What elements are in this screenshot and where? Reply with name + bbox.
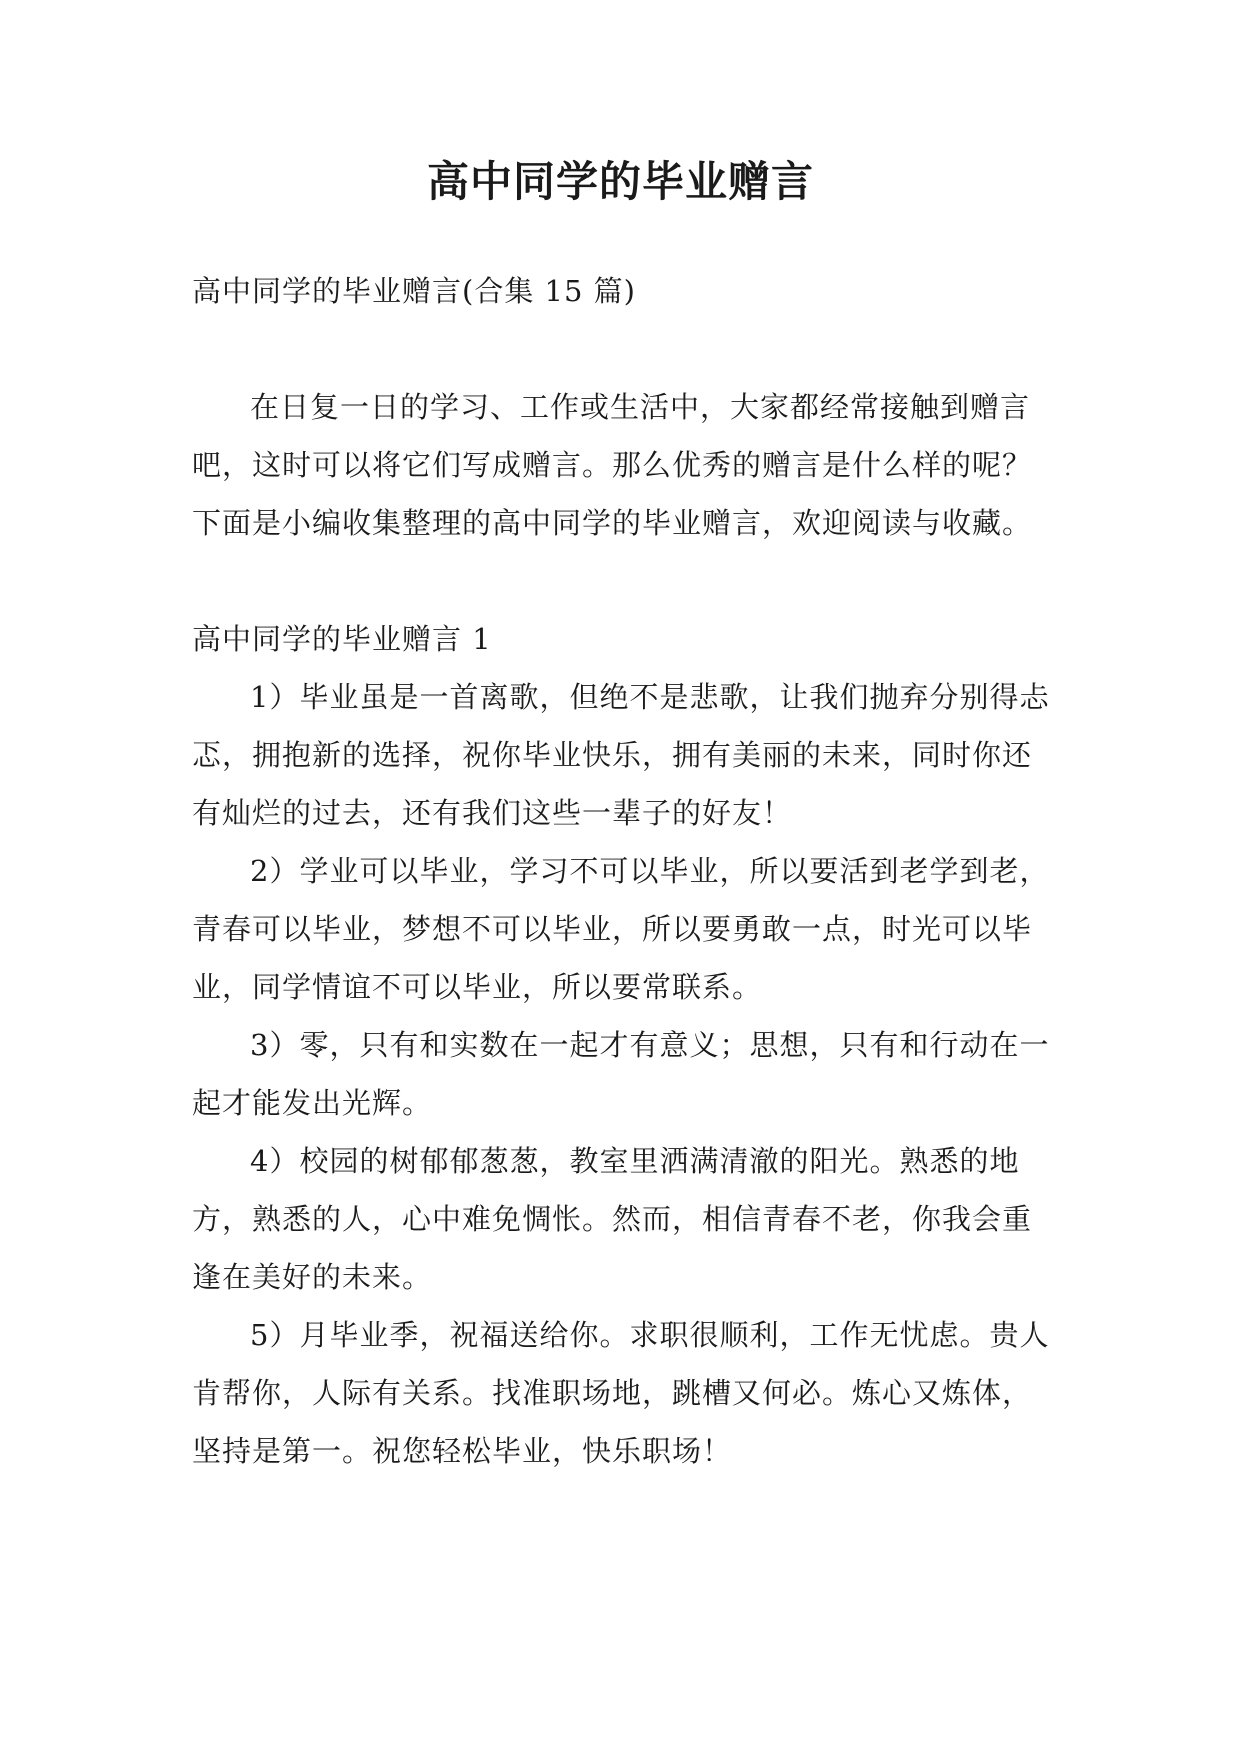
section-heading: 高中同学的毕业赠言 1	[192, 622, 492, 656]
list-item: 1）毕业虽是一首离歌，但绝不是悲歌，让我们抛弃分别得忐忑，拥抱新的选择，祝你毕业快乐，拥有美丽的未来，同时你还有灿烂的过去，还有我们这些一辈子的好友！	[192, 680, 1050, 830]
intro-paragraph: 在日复一日的学习、工作或生活中，大家都经常接触到赠言吧，这时可以将它们写成赠言。那么优秀的赠言是什么样的呢？下面是小编收集整理的高中同学的毕业赠言，欢迎阅读与收藏。	[192, 390, 1033, 540]
list-item: 5）月毕业季，祝福送给你。求职很顺利，工作无忧虑。贵人肯帮你，人际有关系。找准职场地，跳槽又何必。炼心又炼体，坚持是第一。祝您轻松毕业，快乐职场！	[192, 1318, 1050, 1468]
document-title: 高中同学的毕业赠言	[426, 157, 814, 206]
list-item: 2）学业可以毕业，学习不可以毕业，所以要活到老学到老，青春可以毕业，梦想不可以毕业，所以要勇敢一点，时光可以毕业，同学情谊不可以毕业，所以要常联系。	[192, 854, 1050, 1004]
list-item: 3）零，只有和实数在一起才有意义；思想，只有和行动在一起才能发出光辉。	[192, 1028, 1050, 1120]
list-item: 4）校园的树郁郁葱葱，教室里洒满清澈的阳光。熟悉的地方，熟悉的人，心中难免惆怅。然而，相信青春不老，你我会重逢在美好的未来。	[192, 1144, 1033, 1294]
document-body	[192, 262, 1054, 1480]
document-subtitle: 高中同学的毕业赠言(合集 15 篇)	[192, 274, 636, 308]
